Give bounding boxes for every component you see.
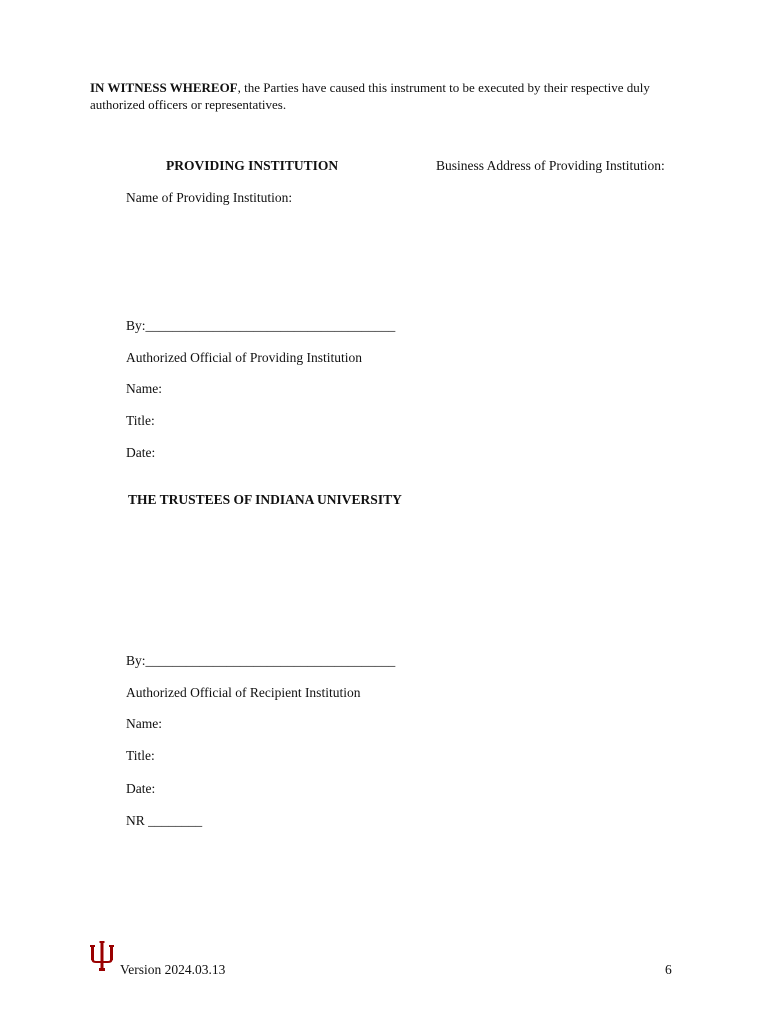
recipient-title-field: Title: xyxy=(126,748,155,763)
intro-paragraph xyxy=(90,79,674,113)
intro-text: , the Parties have caused this instrument to be executed by their respective duly authorized officers or representatives. xyxy=(90,80,650,112)
indiana-university-logo-icon xyxy=(90,941,114,971)
providing-institution-heading: PROVIDING INSTITUTION xyxy=(166,158,339,173)
providing-title-field: Title: xyxy=(126,413,155,428)
recipient-official-label: Authorized Official of Recipient Institution xyxy=(126,685,361,700)
recipient-heading: THE TRUSTEES OF INDIANA UNIVERSITY xyxy=(128,492,402,507)
intro-lead: IN WITNESS WHEREOF xyxy=(90,80,238,95)
recipient-name-field: Name: xyxy=(126,716,162,731)
version-label: Version 2024.03.13 xyxy=(120,962,226,977)
recipient-date-field: Date: xyxy=(126,781,156,796)
providing-date-field: Date: xyxy=(126,445,156,460)
providing-official-label: Authorized Official of Providing Institution xyxy=(126,350,362,365)
recipient-signature-line: By:_____________________________________ xyxy=(126,653,396,668)
providing-name-field: Name: xyxy=(126,381,162,396)
business-address-label: Business Address of Providing Institution: xyxy=(436,158,665,173)
nr-field: NR ________ xyxy=(126,813,203,828)
providing-name-label: Name of Providing Institution: xyxy=(126,190,293,205)
providing-signature-line: By:_____________________________________ xyxy=(126,318,396,333)
page-number: 6 xyxy=(665,962,672,977)
